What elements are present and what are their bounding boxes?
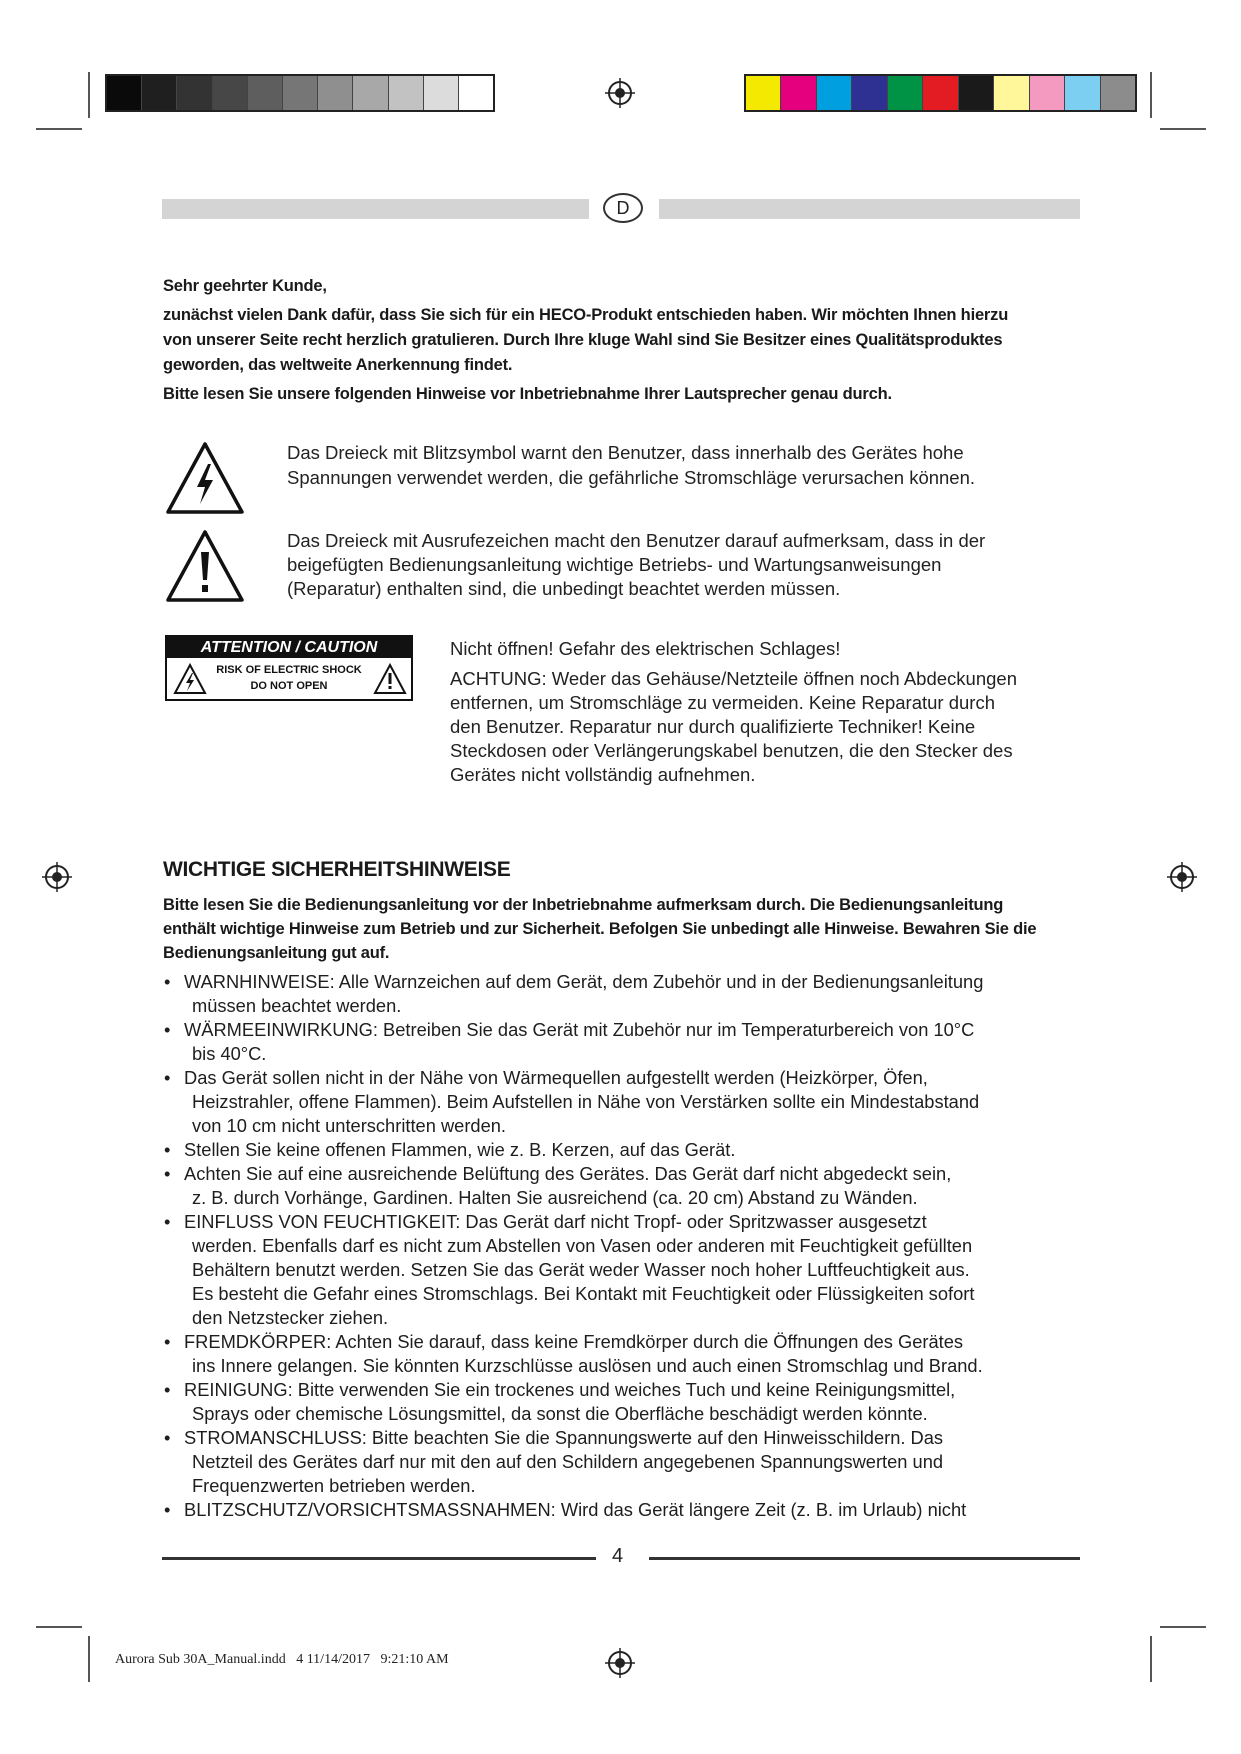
crop-mark-bottom-right-v xyxy=(1150,1636,1152,1682)
bullet-icon: • xyxy=(164,1163,171,1184)
safety-bullet-line: von 10 cm nicht unterschritten werden. xyxy=(192,1115,506,1136)
safety-intro: Bitte lesen Sie die Bedienungsanleitung vor der Inbetriebnahme aufmerksam durch. Die Bedienungsanleitung xyxy=(163,896,1004,914)
safety-bullet-item xyxy=(162,1162,1082,1210)
color-swatch xyxy=(177,76,212,110)
intro-salutation: Sehr geehrter Kunde, xyxy=(163,277,327,295)
intro-line: von unserer Seite recht herzlich gratulieren. Durch Ihre kluge Wahl sind Sie Besitzer eines Qualitätsproduktes xyxy=(163,331,1003,349)
crop-mark-bottom-left-v xyxy=(88,1636,90,1682)
registration-mark-icon xyxy=(42,862,72,892)
safety-bullet-line: STROMANSCHLUSS: Bitte beachten Sie die Spannungswerte auf den Hinweisschildern. Das xyxy=(184,1427,944,1448)
color-swatch xyxy=(923,76,958,110)
intro-line: zunächst vielen Dank dafür, dass Sie sich für ein HECO-Produkt entschieden haben. Wir möchten Ihnen hierzu xyxy=(163,306,1009,324)
safety-bullet-line: Achten Sie auf eine ausreichende Belüftung des Gerätes. Das Gerät darf nicht abgedeckt sein, xyxy=(184,1163,952,1184)
safety-bullet-line: FREMDKÖRPER: Achten Sie darauf, dass keine Fremdkörper durch die Öffnungen des Gerätes xyxy=(184,1331,964,1352)
page-number: 4 xyxy=(612,1545,624,1567)
bullet-icon: • xyxy=(164,1379,171,1400)
color-swatch xyxy=(142,76,177,110)
safety-bullet-line: ins Innere gelangen. Sie könnten Kurzschlüsse auslösen und auch einen Stromschlag und Brand. xyxy=(192,1355,983,1376)
safety-bullet-line: Es besteht die Gefahr eines Stromschlags. Bei Kontakt mit Feuchtigkeit oder Flüssigkeiten sofort xyxy=(192,1283,975,1304)
safety-bullet-item xyxy=(162,1018,1082,1066)
safety-bullet-item xyxy=(162,1378,1082,1426)
bullet-icon: • xyxy=(164,971,171,992)
color-swatch xyxy=(746,76,781,110)
lightning-warning-text: Spannungen verwendet werden, die gefährliche Stromschläge verursachen können. xyxy=(287,467,976,488)
color-swatch xyxy=(1030,76,1065,110)
lightning-warning-text: Das Dreieck mit Blitzsymbol warnt den Benutzer, dass innerhalb des Gerätes hohe xyxy=(287,442,964,463)
print-slug: Aurora Sub 30A_Manual.indd 4 11/14/2017 9:21:10 AM xyxy=(115,1652,449,1667)
process-color-bar xyxy=(744,74,1137,112)
crop-mark-bottom-right-h xyxy=(1160,1626,1206,1628)
safety-bullet-line: Sprays oder chemische Lösungsmittel, da sonst die Oberfläche beschädigt werden könnte. xyxy=(192,1403,928,1424)
safety-bullet-line: BLITZSCHUTZ/VORSICHTSMASSNAHMEN: Wird das Gerät längere Zeit (z. B. im Urlaub) nicht xyxy=(184,1499,967,1520)
safety-bullet-line: werden. Ebenfalls darf es nicht zum Abstellen von Vasen oder anderen mit Feuchtigkeit gefüllten xyxy=(192,1235,973,1256)
safety-bullet-line: WARNHINWEISE: Alle Warnzeichen auf dem Gerät, dem Zubehör und in der Bedienungsanleitung xyxy=(184,971,984,992)
intro-line: Bitte lesen Sie unsere folgenden Hinweise vor Inbetriebnahme Ihrer Lautsprecher genau durch. xyxy=(163,385,892,403)
color-swatch xyxy=(283,76,318,110)
safety-bullet-item xyxy=(162,1498,1082,1522)
safety-bullet-line: Das Gerät sollen nicht in der Nähe von Wärmequellen aufgestellt werden (Heizkörper, Öfen, xyxy=(184,1067,928,1088)
intro-line: geworden, das weltweite Anerkennung findet. xyxy=(163,356,513,374)
bullet-icon: • xyxy=(164,1211,171,1232)
safety-intro: enthält wichtige Hinweise zum Betrieb und zur Sicherheit. Befolgen Sie unbedingt alle Hinweise. Bewahren Sie die xyxy=(163,920,1037,938)
bullet-icon: • xyxy=(164,1139,171,1160)
bullet-icon: • xyxy=(164,1331,171,1352)
caution-label-line: RISK OF ELECTRIC SHOCK xyxy=(216,664,362,676)
footer-rule-right xyxy=(649,1557,1080,1560)
crop-mark-top-left-v xyxy=(88,72,90,118)
safety-bullet-line: Stellen Sie keine offenen Flammen, wie z. B. Kerzen, auf das Gerät. xyxy=(184,1139,736,1160)
bullet-icon: • xyxy=(164,1067,171,1088)
safety-bullet-line: WÄRMEEINWIRKUNG: Betreiben Sie das Gerät mit Zubehör nur im Temperaturbereich von 10°C xyxy=(184,1019,975,1040)
safety-bullet-line: Frequenzwerten betrieben werden. xyxy=(192,1475,476,1496)
color-swatch xyxy=(959,76,994,110)
registration-mark-icon xyxy=(605,78,635,108)
safety-bullet-line: REINIGUNG: Bitte verwenden Sie ein trockenes und weiches Tuch und keine Reinigungsmittel, xyxy=(184,1379,956,1400)
color-swatch xyxy=(459,76,493,110)
safety-bullet-list xyxy=(162,970,1082,1522)
footer-rule-left xyxy=(162,1557,596,1560)
safety-bullet-item xyxy=(162,1138,1082,1162)
exclamation-warning-text: Das Dreieck mit Ausrufezeichen macht den Benutzer darauf aufmerksam, dass in der xyxy=(287,530,986,551)
color-swatch xyxy=(424,76,459,110)
crop-mark-top-right-h xyxy=(1160,128,1206,130)
lightning-triangle-icon xyxy=(164,440,246,516)
safety-bullet-item xyxy=(162,1066,1082,1138)
section-title: WICHTIGE SICHERHEITSHINWEISE xyxy=(163,858,511,881)
crop-mark-top-left-h xyxy=(36,128,82,130)
safety-bullet-line: müssen beachtet werden. xyxy=(192,995,402,1016)
caution-label xyxy=(165,635,413,701)
language-badge: D xyxy=(603,193,643,223)
color-swatch xyxy=(353,76,388,110)
registration-mark-icon xyxy=(1167,862,1197,892)
safety-bullet-line: EINFLUSS VON FEUCHTIGKEIT: Das Gerät darf nicht Tropf- oder Spritzwasser ausgesetzt xyxy=(184,1211,927,1232)
caution-text: Nicht öffnen! Gefahr des elektrischen Schlages! xyxy=(450,638,841,659)
color-swatch xyxy=(389,76,424,110)
caution-label-title: ATTENTION / CAUTION xyxy=(167,637,411,658)
exclamation-warning-text: (Reparatur) enthalten sind, die unbedingt beachtet werden müssen. xyxy=(287,578,841,599)
color-swatch xyxy=(888,76,923,110)
safety-intro: Bedienungsanleitung gut auf. xyxy=(163,944,390,962)
color-swatch xyxy=(107,76,142,110)
safety-bullet-line: Netzteil des Gerätes darf nur mit den auf den Schildern angegebenen Spannungswerten und xyxy=(192,1451,944,1472)
color-swatch xyxy=(994,76,1029,110)
color-swatch xyxy=(1101,76,1135,110)
safety-bullet-item xyxy=(162,970,1082,1018)
crop-mark-top-right-v xyxy=(1150,72,1152,118)
exclamation-warning-text: beigefügten Bedienungsanleitung wichtige Betriebs- und Wartungsanweisungen xyxy=(287,554,942,575)
caution-text: Gerätes nicht vollständig aufnehmen. xyxy=(450,764,756,785)
color-swatch xyxy=(213,76,248,110)
safety-bullet-item xyxy=(162,1330,1082,1378)
color-swatch xyxy=(1065,76,1100,110)
exclamation-triangle-icon xyxy=(164,528,246,604)
color-swatch xyxy=(852,76,887,110)
caution-text: den Benutzer. Reparatur nur durch qualifizierte Techniker! Keine xyxy=(450,716,976,737)
safety-bullet-line: bis 40°C. xyxy=(192,1043,267,1064)
registration-mark-icon xyxy=(605,1648,635,1678)
caution-text: ACHTUNG: Weder das Gehäuse/Netzteile öffnen noch Abdeckungen xyxy=(450,668,1017,689)
caution-text: entfernen, um Stromschläge zu vermeiden. Keine Reparatur durch xyxy=(450,692,996,713)
color-swatch xyxy=(248,76,283,110)
bullet-icon: • xyxy=(164,1499,171,1520)
color-swatch xyxy=(318,76,353,110)
caution-text: Steckdosen oder Verlängerungskabel benutzen, die den Stecker des xyxy=(450,740,1013,761)
safety-bullet-line: Heizstrahler, offene Flammen). Beim Aufstellen in Nähe von Verstärken sollte ein Mindestabstand xyxy=(192,1091,980,1112)
safety-bullet-line: z. B. durch Vorhänge, Gardinen. Halten Sie ausreichend (ca. 20 cm) Abstand zu Wänden. xyxy=(192,1187,918,1208)
header-bar-left xyxy=(162,199,589,219)
safety-bullet-item xyxy=(162,1426,1082,1498)
color-swatch xyxy=(781,76,816,110)
safety-bullet-item xyxy=(162,1210,1082,1330)
grayscale-color-bar xyxy=(105,74,495,112)
safety-bullet-line: Behältern benutzt werden. Setzen Sie das Gerät weder Wasser noch hoher Luftfeuchtigkeit aus. xyxy=(192,1259,970,1280)
header-bar-right xyxy=(659,199,1080,219)
bullet-icon: • xyxy=(164,1427,171,1448)
safety-bullet-line: den Netzstecker ziehen. xyxy=(192,1307,389,1328)
crop-mark-bottom-left-h xyxy=(36,1626,82,1628)
bullet-icon: • xyxy=(164,1019,171,1040)
color-swatch xyxy=(817,76,852,110)
caution-label-line: DO NOT OPEN xyxy=(250,680,328,692)
